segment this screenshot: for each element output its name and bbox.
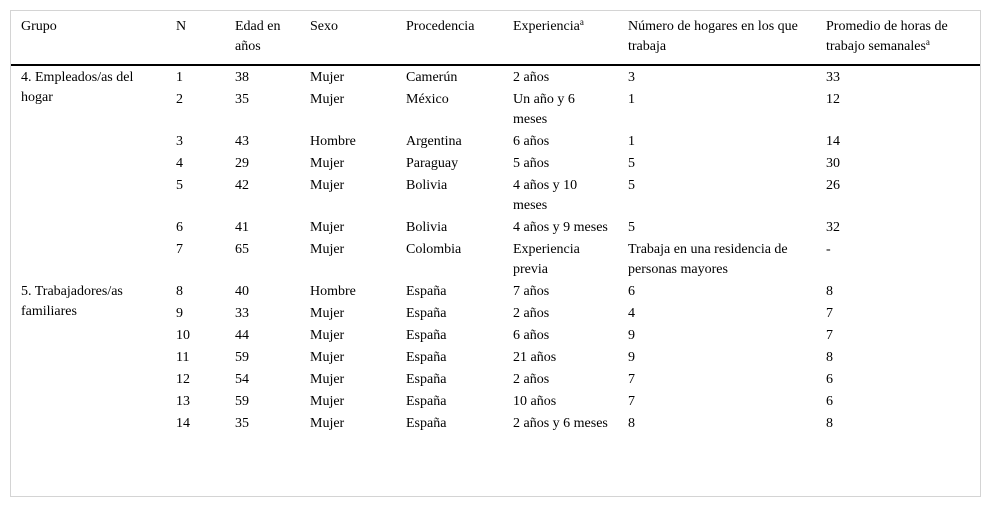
cell-edad: 59: [235, 350, 249, 365]
cell-horas: 26: [826, 178, 840, 193]
cell-n: 4: [176, 156, 183, 171]
cell-n: 11: [176, 350, 190, 365]
cell-n: 12: [176, 372, 190, 387]
cell-experiencia: 21 años: [513, 350, 557, 365]
cell-procedencia: Bolivia: [406, 178, 448, 193]
footnote-marker: a: [579, 17, 584, 27]
cell-hogares: 9: [628, 328, 635, 343]
cell-horas: 32: [826, 220, 840, 235]
cell-sexo: Mujer: [310, 178, 345, 193]
cell-horas: 8: [826, 416, 833, 431]
cell-experiencia: 10 años: [513, 394, 557, 409]
cell-n: 5: [176, 178, 183, 193]
cell-sexo: Mujer: [310, 70, 345, 85]
cell-n: 6: [176, 220, 183, 235]
cell-sexo: Mujer: [310, 92, 345, 107]
cell-experiencia: 4 años y 9 meses: [513, 220, 608, 235]
cell-horas: 12: [826, 92, 840, 107]
cell-sexo: Mujer: [310, 350, 345, 365]
cell-hogares: 7: [628, 394, 635, 409]
table-header: [11, 11, 980, 65]
cell-hogares: 5: [628, 178, 635, 193]
cell-horas: 7: [826, 328, 833, 343]
cell-horas: 7: [826, 306, 833, 321]
cell-edad: 43: [235, 134, 249, 149]
footnote-marker: a: [925, 37, 930, 47]
table-row: [11, 282, 980, 304]
cell-experiencia: 6 años: [513, 134, 550, 149]
cell-procedencia: España: [406, 306, 447, 321]
cell-sexo: Mujer: [310, 394, 345, 409]
cell-horas: 8: [826, 350, 833, 365]
cell-procedencia: México: [406, 92, 449, 107]
cell-edad: 33: [235, 306, 249, 321]
cell-experiencia: 2 años: [513, 372, 550, 387]
cell-sexo: Hombre: [310, 134, 356, 149]
cell-sexo: Hombre: [310, 284, 356, 299]
cell-horas: 8: [826, 284, 833, 299]
cell-n: 1: [176, 70, 183, 85]
header-hogares: Número de hogares en los que trabaja: [628, 19, 798, 54]
header-experiencia-label: Experiencia: [513, 19, 580, 34]
cell-grupo: 5. Trabajadores/as familiares: [21, 284, 123, 319]
cell-edad: 65: [235, 242, 249, 257]
cell-n: 10: [176, 328, 190, 343]
cell-edad: 35: [235, 416, 249, 431]
header-grupo: Grupo: [21, 19, 57, 34]
table-row: [11, 65, 980, 90]
cell-experiencia: 2 años: [513, 306, 550, 321]
cell-n: 13: [176, 394, 190, 409]
cell-sexo: Mujer: [310, 306, 345, 321]
cell-edad: 59: [235, 394, 249, 409]
cell-sexo: Mujer: [310, 220, 345, 235]
cell-edad: 29: [235, 156, 249, 171]
cell-experiencia: Un año y 6 meses: [513, 92, 575, 127]
cell-grupo: 4. Empleados/as del hogar: [21, 70, 134, 105]
cell-horas: 6: [826, 394, 833, 409]
cell-horas: 30: [826, 156, 840, 171]
cell-hogares: 9: [628, 350, 635, 365]
cell-n: 7: [176, 242, 183, 257]
cell-hogares: 1: [628, 134, 635, 149]
cell-hogares: 6: [628, 284, 635, 299]
cell-n: 2: [176, 92, 183, 107]
header-horas-label: Promedio de horas de trabajo semanales: [826, 19, 948, 54]
cell-sexo: Mujer: [310, 156, 345, 171]
cell-edad: 54: [235, 372, 249, 387]
cell-edad: 38: [235, 70, 249, 85]
cell-experiencia: Experiencia previa: [513, 242, 580, 277]
cell-experiencia: 5 años: [513, 156, 550, 171]
cell-procedencia: España: [406, 284, 447, 299]
cell-horas: -: [826, 242, 831, 257]
cell-hogares: 5: [628, 156, 635, 171]
header-sexo: Sexo: [310, 19, 338, 34]
cell-hogares: Trabaja en una residencia de personas mayores: [628, 242, 788, 277]
cell-n: 9: [176, 306, 183, 321]
cell-experiencia: 7 años: [513, 284, 550, 299]
cell-edad: 40: [235, 284, 249, 299]
cell-experiencia: 6 años: [513, 328, 550, 343]
cell-experiencia: 2 años: [513, 70, 550, 85]
cell-edad: 42: [235, 178, 249, 193]
cell-edad: 35: [235, 92, 249, 107]
cell-n: 3: [176, 134, 183, 149]
cell-procedencia: España: [406, 372, 447, 387]
header-horas: [816, 11, 980, 65]
header-n: N: [176, 19, 187, 34]
cell-sexo: Mujer: [310, 242, 345, 257]
cell-n: 14: [176, 416, 190, 431]
cell-hogares: 7: [628, 372, 635, 387]
cell-horas: 33: [826, 70, 840, 85]
cell-procedencia: España: [406, 394, 447, 409]
cell-hogares: 3: [628, 70, 635, 85]
header-experiencia: [503, 11, 618, 65]
cell-procedencia: España: [406, 350, 447, 365]
cell-sexo: Mujer: [310, 372, 345, 387]
cell-procedencia: Paraguay: [406, 156, 459, 171]
cell-hogares: 4: [628, 306, 635, 321]
cell-procedencia: Camerún: [406, 70, 458, 85]
header-row: [11, 11, 980, 65]
cell-horas: 6: [826, 372, 833, 387]
header-procedencia: Procedencia: [406, 19, 475, 34]
cell-sexo: Mujer: [310, 416, 345, 431]
cell-edad: 44: [235, 328, 249, 343]
table-body: [11, 65, 980, 436]
cell-experiencia: 4 años y 10 meses: [513, 178, 578, 213]
cell-edad: 41: [235, 220, 249, 235]
cell-hogares: 5: [628, 220, 635, 235]
cell-hogares: 8: [628, 416, 635, 431]
cell-procedencia: Bolivia: [406, 220, 448, 235]
cell-experiencia: 2 años y 6 meses: [513, 416, 608, 431]
table-container: [10, 10, 981, 497]
cell-procedencia: Argentina: [406, 134, 462, 149]
cell-horas: 14: [826, 134, 840, 149]
header-edad: Edad en años: [235, 19, 281, 54]
cell-hogares: 1: [628, 92, 635, 107]
cell-procedencia: España: [406, 416, 447, 431]
data-table: [11, 11, 980, 436]
cell-sexo: Mujer: [310, 328, 345, 343]
cell-n: 8: [176, 284, 183, 299]
cell-procedencia: España: [406, 328, 447, 343]
cell-procedencia: Colombia: [406, 242, 462, 257]
